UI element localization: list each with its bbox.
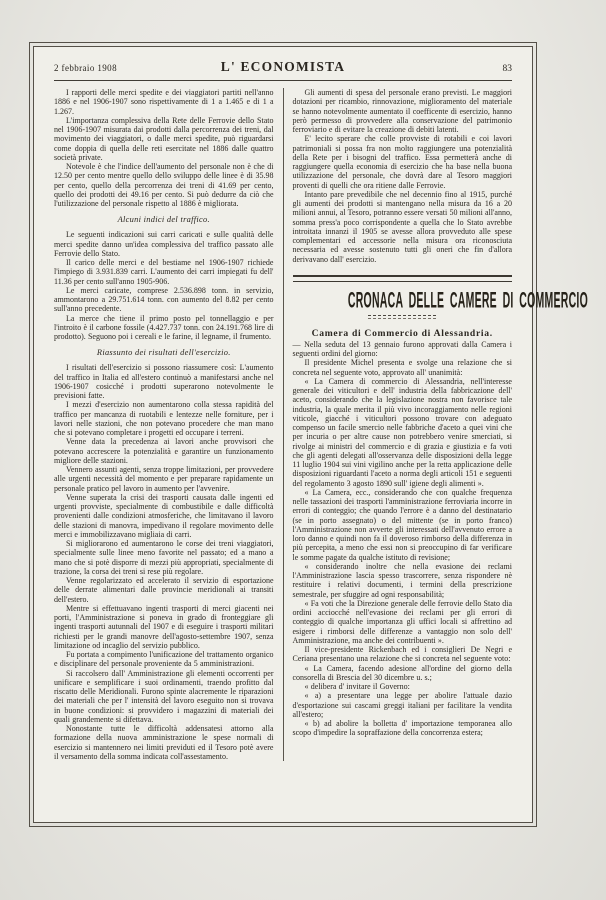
- paragraph: « a) a presentare una legge per abolire l'attuale dazio d'esportazione sui cascami greggi italiani per facilitare la vendita all'estero;: [292, 691, 512, 719]
- paragraph: Le seguenti indicazioni sui carri caricati e sulle qualità delle merci spedite danno un'idea complessiva del traffico passato alle Ferrovie dello Stato.: [54, 230, 274, 258]
- paragraph: Venne regolarizzato ed accelerato il servizio di esportazione delle derrate alimentari dalle provincie meridionali ai transiti dell'estero.: [54, 576, 274, 604]
- paragraph: I rapporti delle merci spedite e dei viaggiatori partiti nell'anno 1886 e nel 1906-1907 sono rispettivamente di 1 a 1.465 e di 1 a 1.267.: [54, 88, 274, 116]
- section-heading-results-summary: Riassunto dei risultati dell'esercizio.: [96, 348, 231, 358]
- paragraph: Si raccolsero dall' Amministrazione gli elementi occorrenti per unificare e semplificare i suoi ordinamenti, traendo profitto dal riscatto delle Meridionali. Furono spinte alacremente le riparazioni dei materiali che per l' intensità del lavoro eseguito non si trovava in buone condizioni: si provvidero i magazzini di materiali dei quali grandemente si difettava.: [54, 668, 274, 724]
- section-title-cronaca-camere-commercio: CRONACA DELLE CAMERE DI COMMERCIO: [347, 288, 588, 313]
- paragraph: Il vice-presidente Rickenbach ed i consiglieri De Negri e Ceriana presentano una relazione che si concreta nel seguente voto:: [292, 645, 512, 664]
- paragraph: La merce che tiene il primo posto pel tonnellaggio e per l'introito è il carbone fossile (4.427.737 tonn. con 24.191.768 lire di prodotto). Seguono poi i cereali e le farine, il legname, il frumento.: [54, 313, 274, 341]
- paragraph: Nonostante tutte le difficoltà addensatesi attorno alla formazione della nuova amministrazione le spese normali di esercizio si mantennero nei limiti previduti ed il Tesoro potè avere il versamento della somma indicata coll'assestamento.: [54, 724, 274, 761]
- paragraph: I mezzi d'esercizio non aumentarono colla stessa rapidità del traffico per mancanza di ruotabili e lentezze nelle forniture, per i lavori nelle stazioni, che non potevano procedere che man mano che si potevano completare i progetti ed occupare i terreni.: [54, 400, 274, 437]
- paragraph: « delibera d' invitare il Governo:: [304, 682, 410, 691]
- paragraph: Il carico delle merci e del bestiame nel 1906-1907 richiede l'impiego di 3.931.839 carri. L'aumento dei carri impiegati fu dell' 11.36 per cento sull'anno 1905-906.: [54, 258, 274, 286]
- masthead-rule: [54, 80, 512, 81]
- page-frame: [33, 46, 588, 823]
- paragraph: Intanto pare prevedibile che nel decennio fino al 1915, purché gli aumenti dei prodotti si mantengano nella misura da 16 a 20 milioni annui, al Tesoro, potranno essere versati 50 milioni all'anno, somma press'a poco corrispondente a quella che lo Stato avrebbe introitata innanzi il 1905 se avesse allora provveduto alle spese complementari ed accessorie nella misura ora riconosciuta necessaria ed avesse sostenuto tutti gli oneri che fin d'allora derivavano dall' esercizio.: [292, 189, 512, 264]
- page-number: 83: [502, 64, 512, 74]
- paragraph: Notevole è che l'indice dell'aumento del personale non è che di 12.50 per cento mentre quello dello sviluppo delle linee è di 35.98 per cento, quello della percorrenza dei treni di 41.69 per cento, quello dei prodotti dei 49.16 per cento. Si può dedurre da ciò che l'utilizzazione del personale rispetto al 1886 è migliorata.: [54, 162, 274, 208]
- paragraph: Si migliorarono ed aumentarono le corse dei treni viaggiatori, specialmente sulle linee meno favorite nel passato; ed a mano a mano che si potè disporre di mezzi più appropriati, specialmente di trazione, la corsa dei treni si rese più regolare.: [54, 539, 274, 576]
- paragraph: — Nella seduta del 13 gennaio furono approvati dalla Camera i seguenti ordini del giorno:: [292, 339, 512, 358]
- paragraph: Vennero assunti agenti, senza troppe limitazioni, per provvedere alle urgenti necessità del momento e per preparare rapidamente un personale pratico pel lavoro in aumento per l'avvenire.: [54, 465, 274, 493]
- masthead: [54, 59, 512, 75]
- issue-date: 2 febbraio 1908: [54, 63, 117, 73]
- paragraph: L'importanza complessiva della Rete delle Ferrovie dello Stato nel 1906-1907 misurata dai prodotti dalla percorrenza dei treni, dal movimento dei viaggiatori, o dalle merci spedite, può riguardarsi come doppia di quella delle reti esercitate nel 1886 dalle quattro società private.: [54, 115, 274, 162]
- section-heading-traffic-indices: Alcuni indici del traffico.: [117, 215, 210, 225]
- paragraph: « Fa voti che la Direzione generale delle ferrovie dello Stato dia ordini acciocché nell'evasione dei reclami per gli errori di conteggio di qualche importanza gli uffici locali si affrettino ad esigere i rimborsi delle differenze a vantaggio non solo dell' Amministrazione, ma anche dei contribuenti ».: [292, 598, 512, 645]
- paragraph: « b) ad abolire la bolletta d' importazione temporanea allo scopo d'impedire la sopraffazione della concorrenza estera;: [292, 719, 512, 738]
- right-column: [283, 88, 588, 761]
- paragraph: « considerando inoltre che nella evasione dei reclami l'Amministrazione lascia spesso trascorrere, senza rispondere nè restituire i relativi documenti, i termini della prescrizione semestrale, per sfuggire ad ogni responsabilità;: [292, 561, 512, 599]
- section-divider-rule: [293, 275, 513, 282]
- paragraph: Mentre si effettuavano ingenti trasporti di merci giacenti nei porti, l'Amministrazione si poneva in grado di fronteggiare gli ingenti trasporti autunnali del 1907 e di eseguire i trasporti militari richiesti per le grandi manovre dell'agosto-settembre 1907, senza limitazione od incaglio del servizio pubblico.: [54, 603, 274, 650]
- paragraph: I risultati dell'esercizio si possono riassumere così: L'aumento del traffico in Italia ed all'estero continuò a manifestarsi anche nel 1906-1907 cosicché i prodotti superarono notevolmente le previsioni fatte.: [54, 363, 274, 400]
- paragraph: Venne data la precedenza ai lavori anche provvisori che potevano accrescere la potenzialità e garantire un funzionamento migliore delle stazioni.: [54, 437, 274, 465]
- left-column: [54, 88, 283, 761]
- paragraph: Venne superata la crisi dei trasporti causata dalle ingenti ed urgenti provviste, specialmente di combustibile e dalle difficoltà provenienti dalle condizioni atmosferiche, che limitavano il lavoro delle stazioni di manovra, impedivano il regolare movimento delle merci e immobilizzavano migliaia di carri.: [54, 492, 274, 539]
- page-content: [34, 47, 588, 822]
- dashed-ornament-rule: [368, 315, 436, 319]
- paragraph: Il presidente Michel presenta e svolge una relazione che si concreta nel seguente voto, approvato all' unanimità:: [292, 358, 512, 377]
- paragraph: Le merci caricate, comprese 2.536.898 tonn. in servizio, ammontarono a 29.751.614 tonn. con aumento del 8.82 per cento sull'anno precedente.: [54, 285, 274, 314]
- paragraph: « La Camera di commercio di Alessandria, nell'interesse generale dei viticultori e dell' industria della fabbricazione dell' aceto, considerando che la legislazione nostra non favorisce tale industria, la quale merita il più vivo incoraggiamento nelle regioni viticole, giacché i viticultori possono trovare con adeguato compenso un facile smercio nelle fabbriche d'aceto a quei vini che per incuria o per altre cause non potrebbero venire smerciati, si rivolge ai ministri del commercio e di grazia e giustizia e fa voti che gli agenti delegati all'osservanza delle disposizioni della legge 11 luglio 1904 sui vini vigilino anche per la retta applicazione delle disposizioni riguardanti l'aceto a norma degli articoli 151 e seguenti del regolamento 3 agosto 1890 sull' igiene degli alimenti ».: [292, 376, 512, 488]
- article-heading-camera-alessandria: Camera di Commercio di Alessandria.: [311, 327, 493, 339]
- paragraph: Gli aumenti di spesa del personale erano previsti. Le maggiori dotazioni per ricambio, rinnovazione, miglioramento del materiale se hanno notevolmente aumentato il coefficente di esercizio, hanno però permesso di provvedere alla conservazione del patrimonio ferroviario e di evitare la creazione di debiti latenti.: [292, 88, 512, 134]
- journal-title: L' ECONOMISTA: [220, 59, 346, 74]
- paragraph: Fu portata a compimento l'unificazione del trattamento organico e disciplinare del personale proveniente da 5 amministrazioni.: [54, 650, 274, 669]
- paragraph: E' lecito sperare che colle provviste di rotabili e coi lavori patrimoniali si possa fra non molto raggiungere una potenzialità della Rete per i bisogni del traffico. Essa permetterà anche di raggiungere quella economia di esercizio che ha base nella buona utilizzazione del personale, che dovrà dare al Tesoro maggiori proventi di quelli che ora ritiene dalle Ferrovie.: [292, 134, 512, 190]
- two-column-body: [54, 88, 588, 761]
- paragraph: « La Camera, facendo adesione all'ordine del giorno della consorella di Brescia del 30 dicembre u. s.;: [292, 663, 512, 682]
- paragraph: « La Camera, ecc., considerando che con qualche frequenza nelle tassazioni dei trasporti l'amministrazione ferroviaria incorre in errori di conteggio; che quando l'errore è a danno del destinatario (se in porto assegnato) o del mittente (se in porto franco) l'Amministrazione non avverte gli interessati dell'avvenuto errore a loro danno e quindi non fa il doveroso rimborso della differenza in più percepita, a meno che essi non si preoccupino di far verificare le somme pagate da qualche istituto di revisione;: [292, 487, 512, 562]
